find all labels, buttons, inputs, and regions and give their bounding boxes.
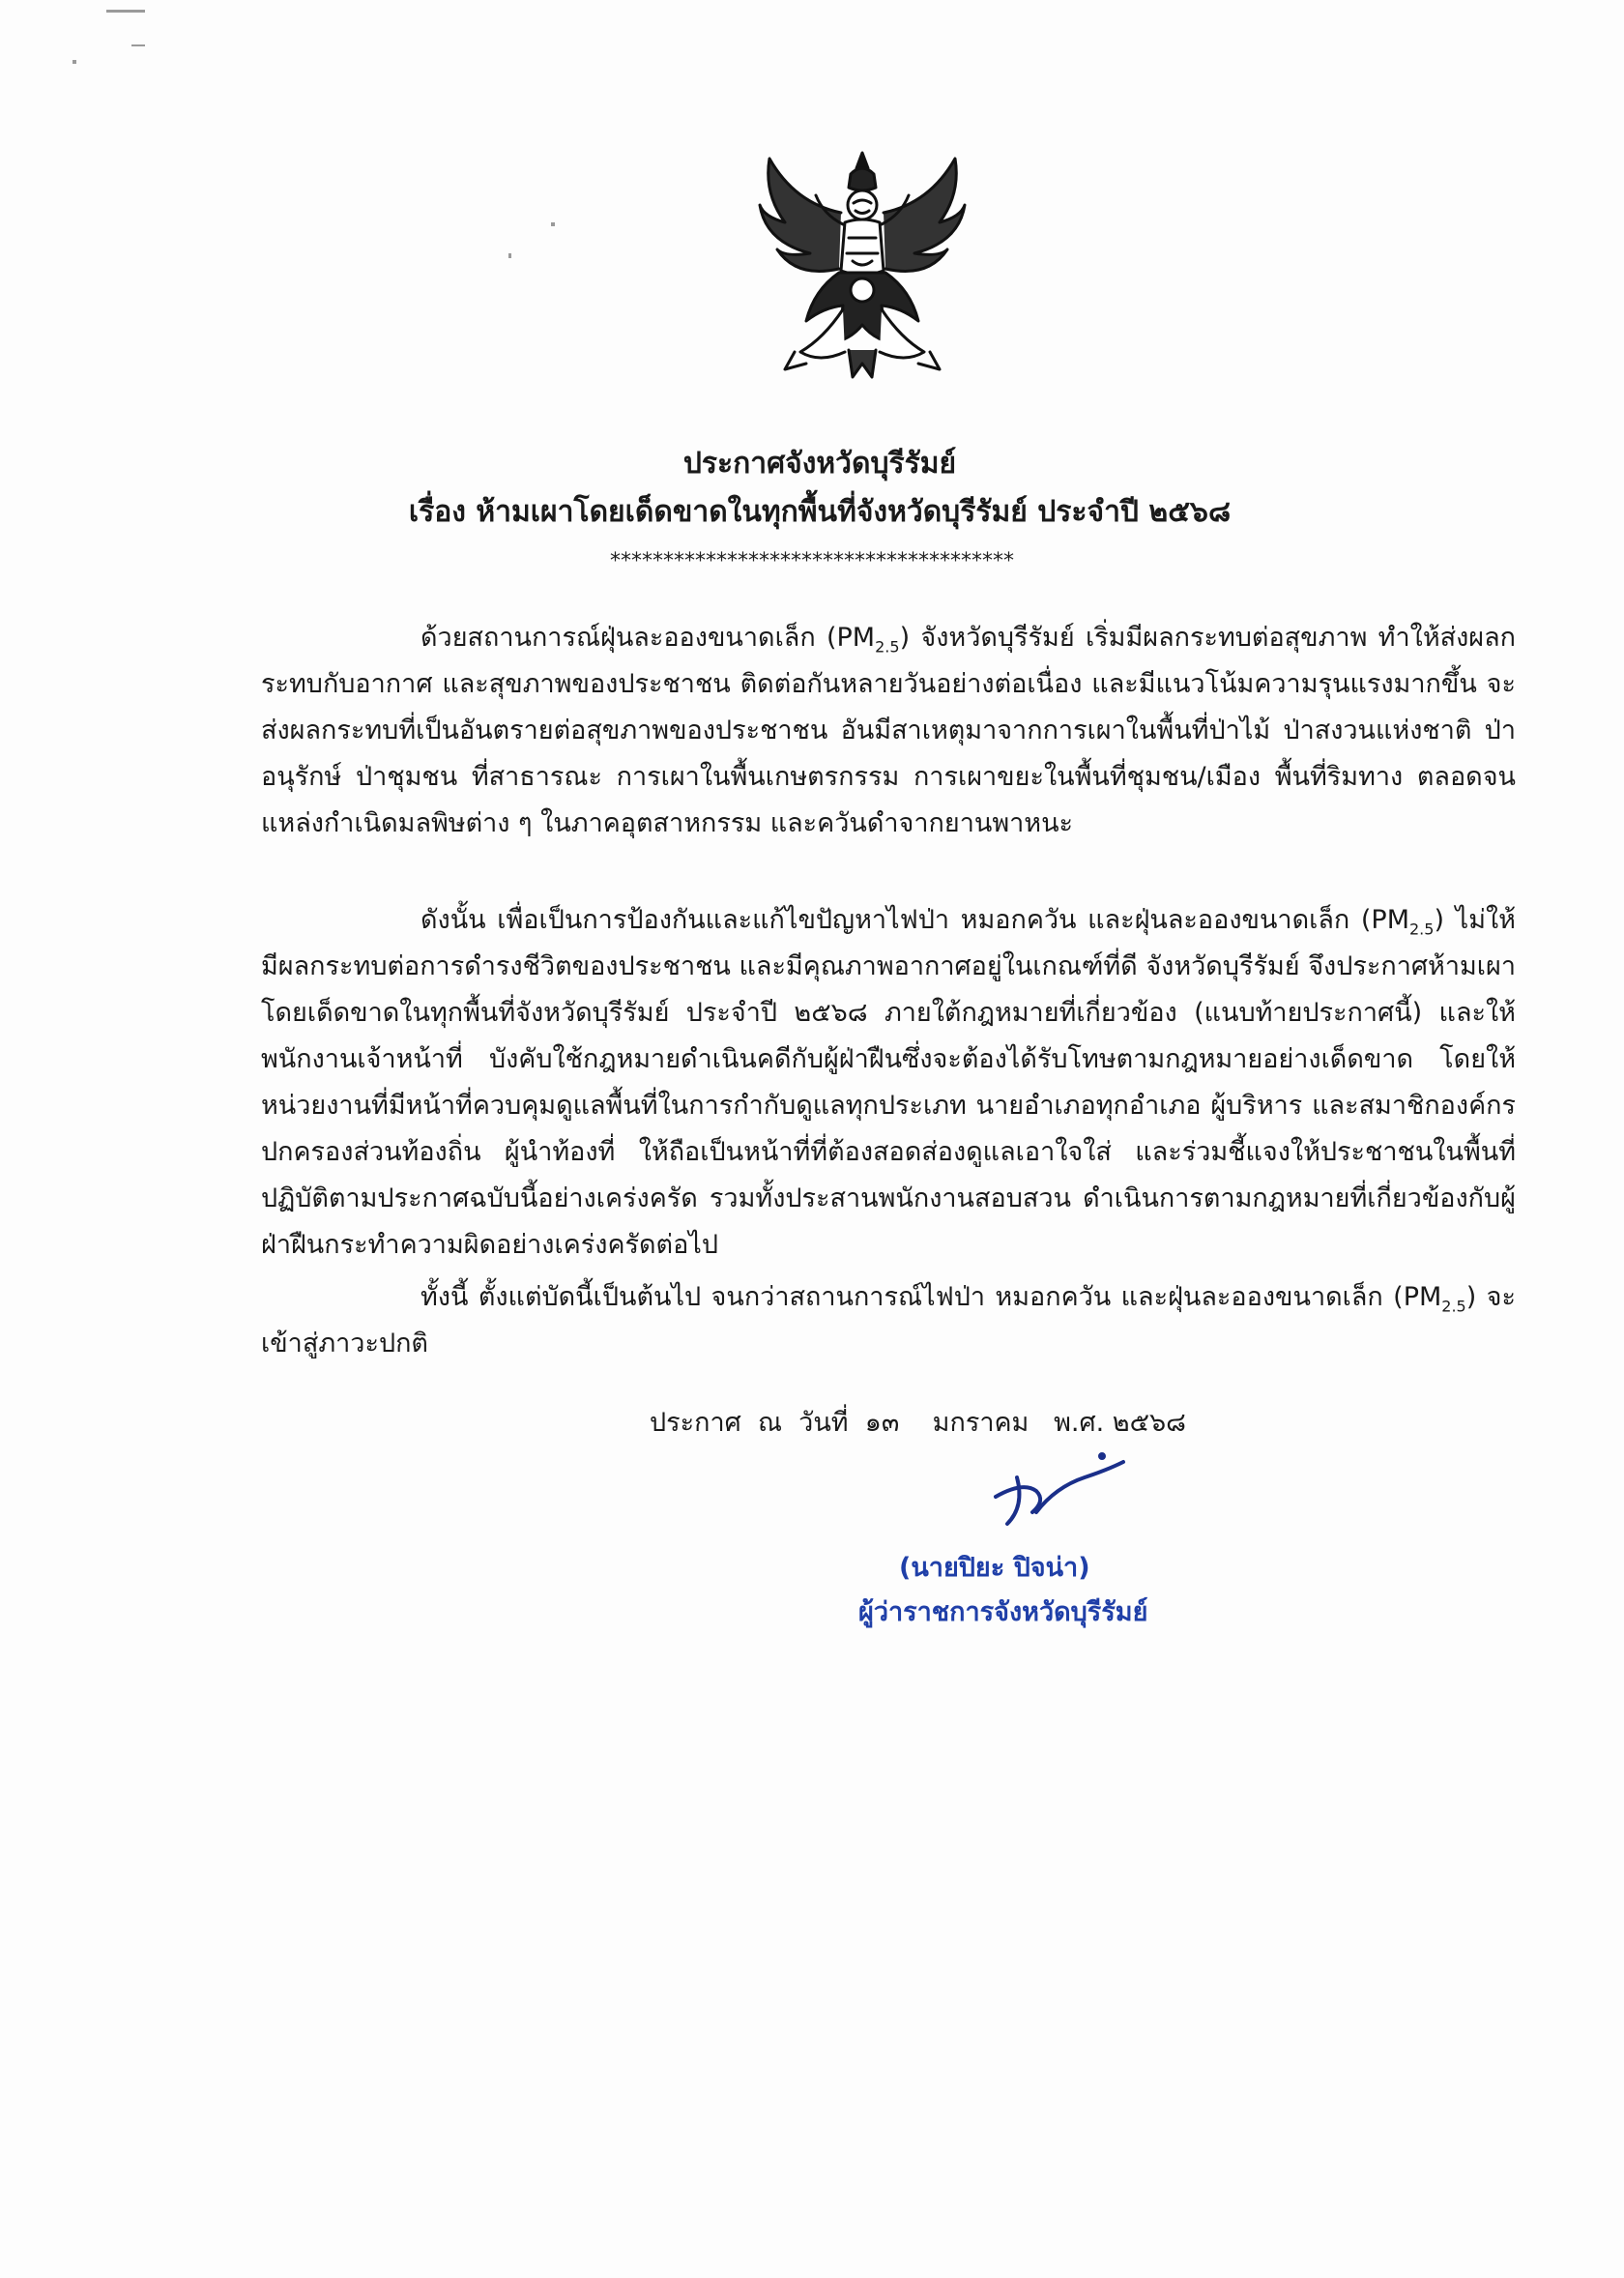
paragraph-text: ) ไม่ให้มีผลกระทบต่อการดำรงชีวิตของประชาชน และมีคุณภาพอากาศอยู่ในเกณฑ์ที่ดี จังหวัดบุรีรัมย์ จึงประกาศห้ามเผาโดยเด็ดขาดในทุกพื้นที่จังหวัดบุรีรัมย์ ประจำปี ๒๕๖๘ ภายใต้กฎหมายที่เกี่ยวข้อง (แนบท้ายประกาศนี้) และให้พนักงานเจ้าหน้าที่ บังคับใช้กฎหมายดำเนินคดีกับผู้ฝ่าฝืนซึ่งจะต้องได้รับโทษตามกฎหมายอย่างเด็ดขาด โดยให้หน่วยงานที่มีหน้าที่ควบคุมดูแลพื้นที่ในการกำกับดูแลทุกประเภท นายอำเภอทุกอำเภอ ผู้บริหาร และสมาชิกองค์กรปกครองส่วนท้องถิ่น ผู้นำท้องที่ ให้ถือเป็นหน้าที่ที่ต้องสอดส่องดูแลเอาใจใส่ และร่วมชี้แจงให้ประชาชนในพื้นที่ปฏิบัติตามประกาศฉบับนี้อย่างเคร่งครัด รวมทั้งประสานพนักงานสอบสวน ดำเนินการตามกฎหมายที่เกี่ยวข้องกับผู้ฝ่าฝืนกระทำความผิดอย่างเคร่งครัดต่อไป [261,905,1516,1260]
scan-speck [106,10,145,13]
scan-speck [72,60,76,64]
announcement-date: ประกาศ ณ วันที่ ๑๓ มกราคม พ.ศ. ๒๕๖๘ [650,1408,1186,1438]
body-paragraph-3 [261,1274,1516,1367]
body-paragraph-2 [261,897,1516,1269]
body-paragraph-1 [261,615,1516,847]
signer-name: (นายปิยะ ปิจน่า) [899,1553,1090,1583]
scan-speck [551,222,555,226]
signer-position: ผู้ว่าราชการจังหวัดบุรีรัมย์ [858,1597,1148,1627]
pm-subscript: 2.5 [1409,920,1435,939]
announcement-title: ประกาศจังหวัดบุรีรัมย์ [682,447,957,481]
paragraph-text: ) จังหวัดบุรีรัมย์ เริ่มมีผลกระทบต่อสุขภาพ ทำให้ส่งผลกระทบกับอากาศ และสุขภาพของประชาชน ติดต่อกันหลายวันอย่างต่อเนื่อง และมีแนวโน้มความรุนแรงมากขึ้น จะส่งผลกระทบที่เป็นอันตรายต่อสุขภาพของประชาชน อันมีสาเหตุมาจากการเผาในพื้นที่ป่าไม้ ป่าสงวนแห่งชาติ ป่าอนุรักษ์ ป่าชุมชน ที่สาธารณะ การเผาในพื้นเกษตรกรรม การเผาขยะในพื้นที่ชุมชน/เมือง พื้นที่ริมทาง ตลอดจนแหล่งกำเนิดมลพิษต่าง ๆ ในภาคอุตสาหกรรม และควันดำจากยานพาหนะ [261,623,1516,838]
garuda-emblem-icon [756,145,969,387]
paragraph-text: ) จะเข้าสู่ภาวะปกติ [261,1282,1516,1358]
scan-speck [508,253,511,258]
title-separator: ************************************** [610,549,1014,573]
paragraph-text: ดังนั้น เพื่อเป็นการป้องกันและแก้ไขปัญหาไฟป่า หมอกควัน และฝุ่นละอองขนาดเล็ก (PM [420,905,1409,935]
paragraph-text: ทั้งนี้ ตั้งแต่บัดนี้เป็นต้นไป จนกว่าสถานการณ์ไฟป่า หมอกควัน และฝุ่นละอองขนาดเล็ก (PM [420,1282,1442,1312]
paragraph-text: ด้วยสถานการณ์ฝุ่นละอองขนาดเล็ก (PM [420,623,876,653]
scan-speck [131,44,145,46]
pm-subscript: 2.5 [875,637,900,657]
pm-subscript: 2.5 [1441,1297,1466,1316]
handwritten-signature [978,1448,1152,1535]
announcement-subject: เรื่อง ห้ามเผาโดยเด็ดขาดในทุกพื้นที่จังหวัดบุรีรัมย์ ประจำปี ๒๕๖๘ [408,495,1232,529]
